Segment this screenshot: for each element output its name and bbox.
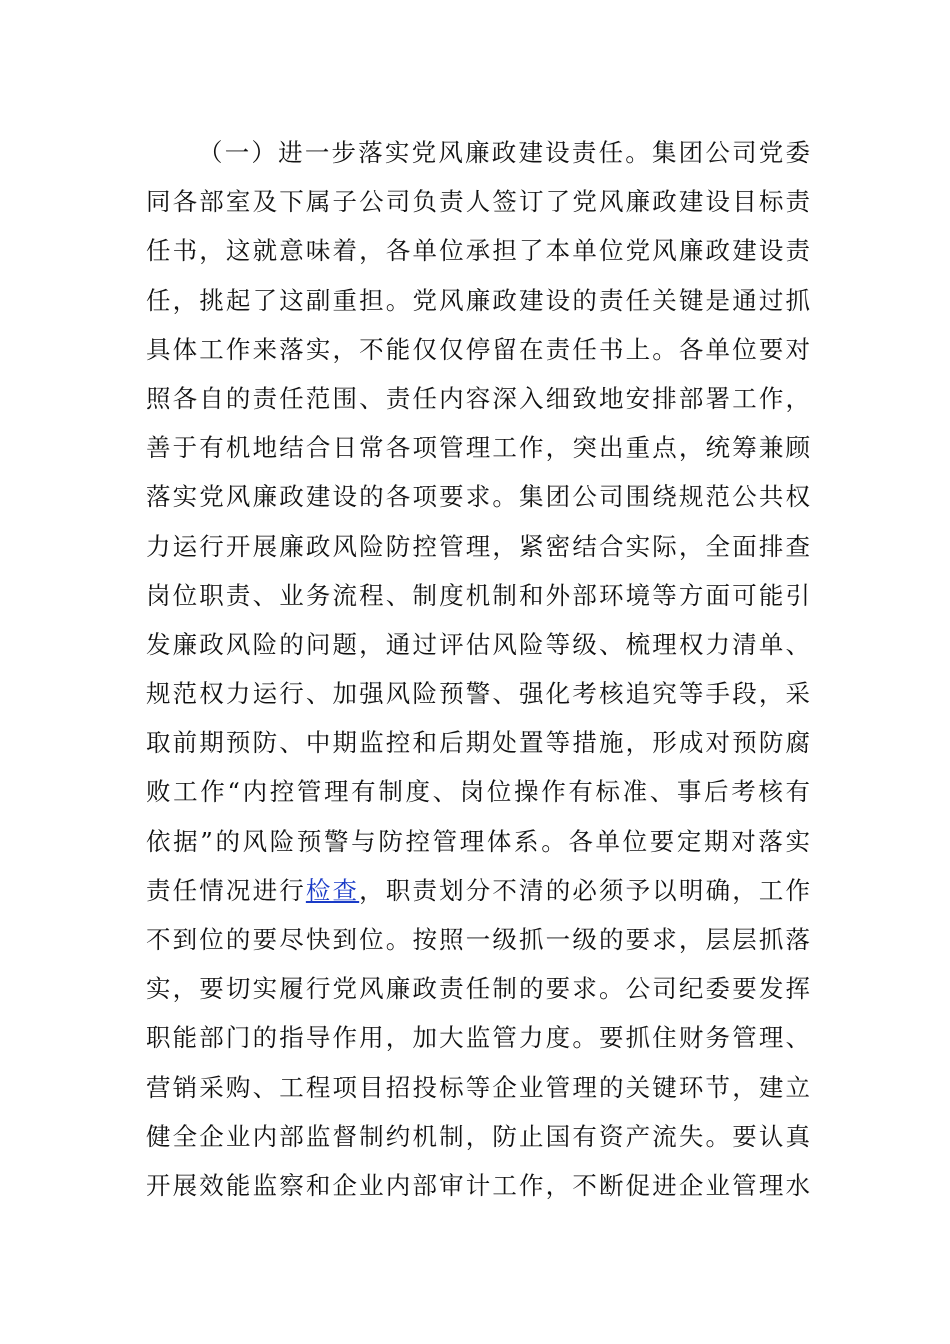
paragraph-line: 规范权力运行、加强风险预警、强化考核追究等手段，采 — [146, 679, 810, 709]
paragraph-line: 照各自的责任范围、责任内容深入细致地安排部署工作， — [146, 383, 810, 413]
paragraph-line: 实，要切实履行党风廉政责任制的要求。公司纪委要发挥 — [146, 974, 810, 1004]
paragraph-line: 落实党风廉政建设的各项要求。集团公司围绕规范公共权 — [146, 482, 810, 512]
link-line-before: 责任情况进行 — [146, 875, 306, 905]
link-line-after: ，职责划分不清的必须予以明确，工作 — [359, 875, 811, 905]
paragraph-line: 取前期预防、中期监控和后期处置等措施，形成对预防腐 — [146, 728, 810, 758]
paragraph-line: 力运行开展廉政风险防控管理，紧密结合实际，全面排查 — [146, 531, 810, 561]
paragraph-line: 善于有机地结合日常各项管理工作，突出重点，统筹兼顾 — [146, 433, 810, 463]
paragraph-line: 任，挑起了这副重担。党风廉政建设的责任关键是通过抓 — [146, 285, 810, 315]
paragraph-line: 败工作“内控管理有制度、岗位操作有标准、事后考核有 — [146, 777, 810, 807]
paragraph-line: 依据”的风险预警与防控管理体系。各单位要定期对落实 — [146, 826, 810, 856]
paragraph-line: 不到位的要尽快到位。按照一级抓一级的要求，层层抓落 — [146, 925, 810, 954]
paragraph-line: 发廉政风险的问题，通过评估风险等级、梳理权力清单、 — [146, 629, 810, 659]
body-paragraph — [146, 128, 810, 1210]
inspection-link[interactable]: 检查 — [305, 875, 360, 905]
paragraph-line: 健全企业内部监督制约机制，防止国有资产流失。要认真 — [146, 1121, 810, 1151]
paragraph-line: 任书，这就意味着，各单位承担了本单位党风廉政建设责 — [146, 236, 810, 266]
paragraph-line: 开展效能监察和企业内部审计工作，不断促进企业管理水 — [146, 1170, 810, 1200]
paragraph-line: （一）进一步落实党风廉政建设责任。集团公司党委 — [198, 138, 810, 167]
paragraph-line-with-link — [146, 866, 810, 915]
paragraph-line: 职能部门的指导作用，加大监管力度。要抓住财务管理、 — [146, 1023, 810, 1053]
paragraph-line: 同各部室及下属子公司负责人签订了党风廉政建设目标责 — [146, 187, 810, 217]
paragraph-line: 具体工作来落实，不能仅仅停留在责任书上。各单位要对 — [146, 334, 810, 364]
paragraph-line: 岗位职责、业务流程、制度机制和外部环境等方面可能引 — [146, 580, 810, 610]
paragraph-line: 营销采购、工程项目招投标等企业管理的关键环节，建立 — [146, 1072, 810, 1102]
